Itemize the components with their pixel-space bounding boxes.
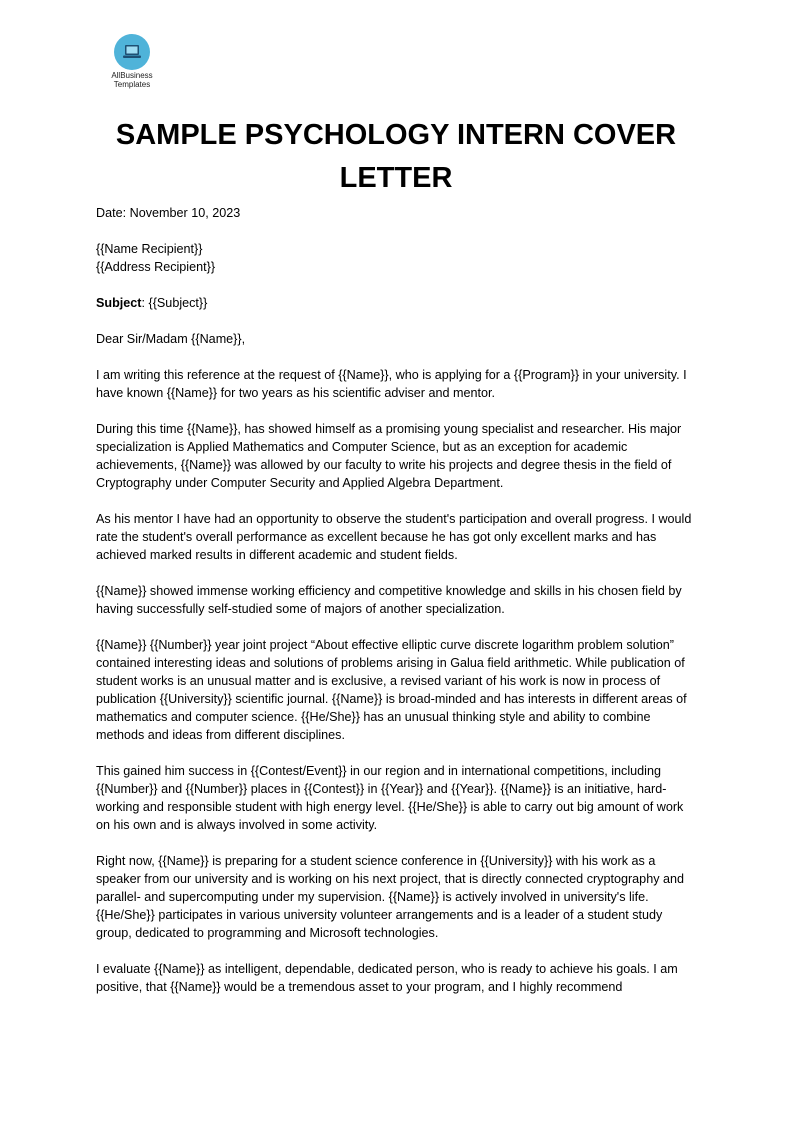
paragraph-1: I am writing this reference at the request of {{Name}}, who is applying for a {{Program}} in your university. I have known {{Name}} for two years as his scientific adviser and mentor. bbox=[96, 368, 687, 400]
company-logo bbox=[96, 30, 168, 89]
logo-line-1: AllBusiness bbox=[111, 71, 153, 80]
paragraph-2: During this time {{Name}}, has showed himself as a promising young specialist and researcher. His major specialization is Applied Mathematics and Computer Science, but as an exception for academic achievements, {{Name}} was allowed by our faculty to write his projects and degree thesis in the field of Cryptography under Computer Security and Applied Algebra Department. bbox=[96, 422, 682, 490]
paragraph-7: Right now, {{Name}} is preparing for a student science conference in {{University}} with his work as a speaker from our university and is working on his next project, that is directly connected cryptography and parallel- and supercomputing under my supervision. {{Name}} is actively involved in university's life. {{He/She}} participates in various university volunteer arrangements and is a leader of a student study group, dedicated to programming and Microsoft technologies. bbox=[96, 854, 685, 940]
logo-text bbox=[96, 71, 168, 89]
salutation: Dear Sir/Madam {{Name}}, bbox=[96, 332, 246, 346]
recipient-block bbox=[96, 240, 700, 276]
paragraph-3: As his mentor I have had an opportunity to observe the student's participation and overall progress. I would rate the student's overall performance as excellent because he has got only excellent marks and has achieved marked results in different academic and student fields. bbox=[96, 512, 692, 562]
document-title: SAMPLE PSYCHOLOGY INTERN COVER LETTER bbox=[115, 119, 677, 194]
paragraph-6: This gained him success in {{Contest/Event}} in our region and in international competitions, including {{Number}} and {{Number}} places in {{Contest}} in {{Year}} and {{Year}}. {{Name}} is an initiative, hard-working and responsible student with high energy level. {{He/She}} is able to carry out big amount of work on his own and is always involved in some activity. bbox=[96, 764, 684, 832]
letter-body bbox=[96, 204, 700, 1014]
date-line: Date: November 10, 2023 bbox=[96, 206, 241, 220]
subject-label: Subject bbox=[96, 296, 142, 310]
subject-line bbox=[96, 294, 700, 312]
paragraph-4: {{Name}} showed immense working efficiency and competitive knowledge and skills in his chosen field by having successfully self-studied some of majors of another specialization. bbox=[96, 584, 682, 616]
recipient-address: {{Address Recipient}} bbox=[96, 260, 216, 274]
paragraph-8: I evaluate {{Name}} as intelligent, dependable, dedicated person, who is ready to achieve his goals. I am positive, that {{Name}} would be a tremendous asset to your program, and I highly recommend bbox=[96, 962, 678, 994]
recipient-name: {{Name Recipient}} bbox=[96, 242, 203, 256]
logo-line-2: Templates bbox=[113, 80, 151, 89]
laptop-icon bbox=[114, 34, 150, 70]
subject-value: : {{Subject}} bbox=[141, 296, 208, 310]
paragraph-5: {{Name}} {{Number}} year joint project “About effective elliptic curve discrete logarithm problem solution” contained interesting ideas and solutions of problems arising in Galua field arithmetic. While publication of student works is an unusual matter and is exclusive, a revised variant of his work is now in process of publication {{University}} scientific journal. {{Name}} is broad-minded and has interests in different areas of mathematics and computer science. {{He/She}} has an unusual thinking style and ability to combine methods and ideas from different disciplines. bbox=[96, 638, 687, 742]
